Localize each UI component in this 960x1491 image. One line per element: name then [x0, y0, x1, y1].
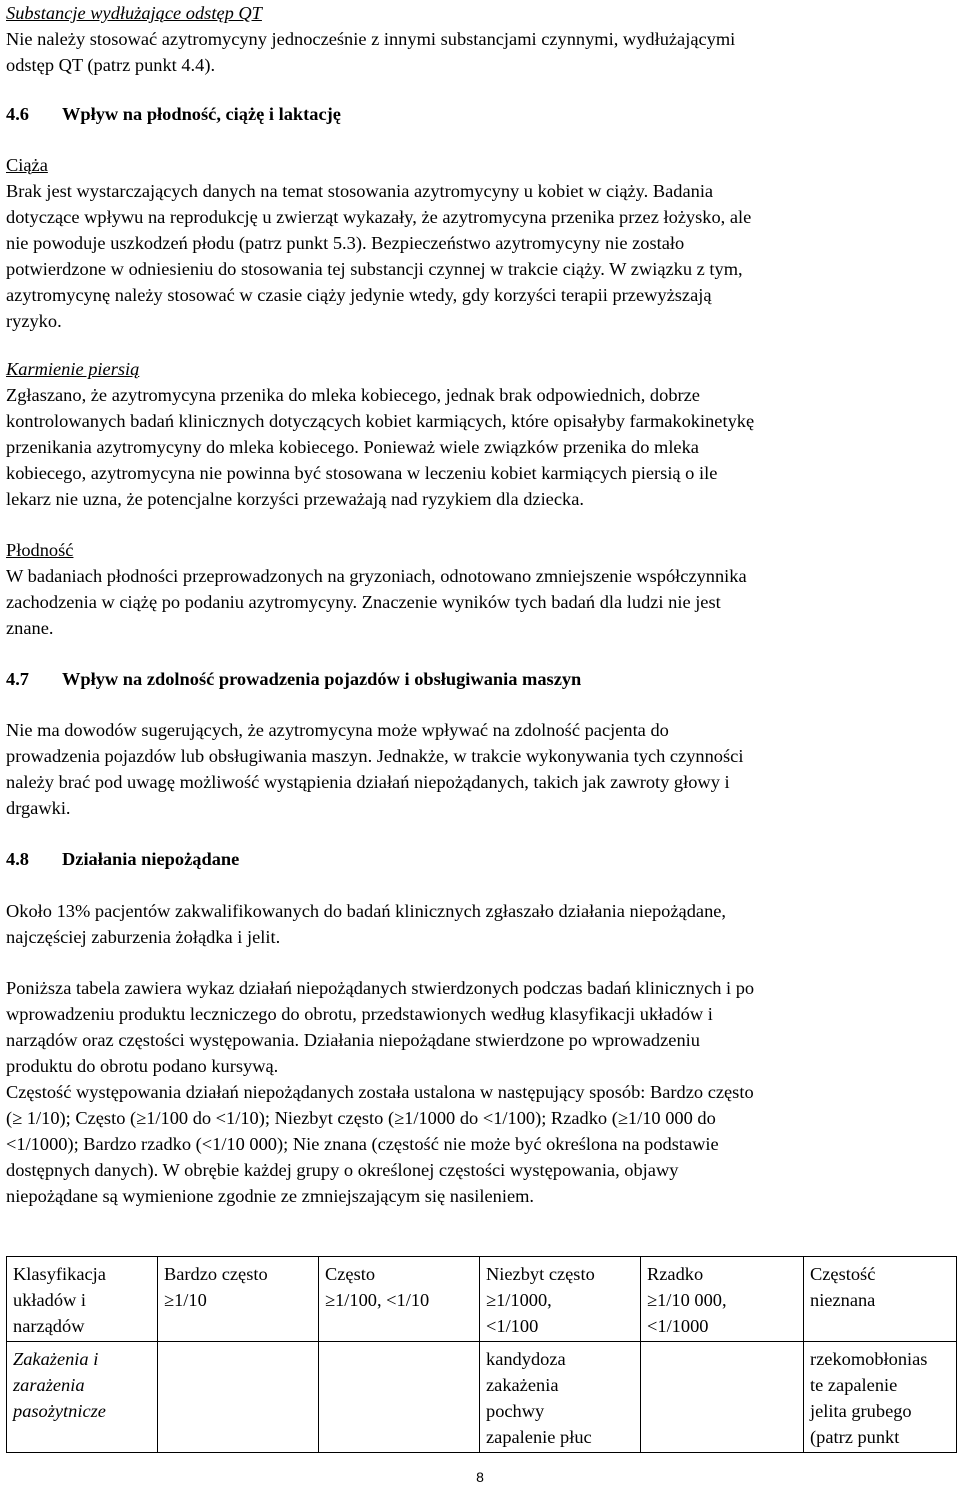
section-4-6-heading — [6, 101, 926, 127]
section-4-8-line: Częstość występowania działań niepożądanych została ustalona w następujący sposób: Bardzo często — [6, 1082, 754, 1102]
header-line: układów i — [13, 1290, 87, 1310]
cell-line: pochwy — [486, 1401, 545, 1421]
section-4-7-line: drgawki. — [6, 798, 71, 818]
header-line: <1/1000 — [647, 1316, 709, 1336]
cell-line: (patrz punkt — [810, 1427, 900, 1447]
section-title: Wpływ na zdolność prowadzenia pojazdów i obsługiwania maszyn — [62, 669, 582, 689]
page-number: 8 — [476, 1469, 484, 1485]
breastfeeding-section — [6, 356, 926, 512]
section-4-7-line: należy brać pod uwagę możliwość wystąpienia działań niepożądanych, takich jak zawroty głowy i — [6, 772, 730, 792]
header-cell-unknown — [804, 1257, 957, 1342]
section-4-8-line: niepożądane są wymienione zgodnie ze zmniejszającym się nasileniem. — [6, 1186, 535, 1206]
fertility-section — [6, 537, 926, 641]
header-line: Bardzo często — [164, 1264, 268, 1284]
header-line: ≥1/1000, — [486, 1290, 552, 1310]
header-line: Często — [325, 1264, 376, 1284]
section-4-8-para1 — [6, 898, 926, 950]
breastfeeding-line: kobiecego, azytromycyna nie powinna być stosowana w leczeniu kobiet karmiących piersią o ile — [6, 463, 718, 483]
breastfeeding-line: przenikania azytromycyny do mleka kobiecego. Ponieważ wiele związków przenika do mleka — [6, 437, 699, 457]
breastfeeding-line: kontrolowanych badań klinicznych dotyczących kobiet karmiących, które opisałyby farmakokinetykę — [6, 411, 755, 431]
section-4-8-para2 — [6, 975, 926, 1079]
cell-line: zakażenia — [486, 1375, 559, 1395]
section-4-7-heading — [6, 666, 926, 692]
pregnancy-line: ryzyko. — [6, 311, 62, 331]
header-line: narządów — [13, 1316, 85, 1336]
section-number: 4.6 — [6, 104, 29, 124]
pregnancy-section — [6, 152, 926, 334]
section-4-8-heading — [6, 846, 926, 872]
cell-very-common — [158, 1342, 319, 1453]
section-4-7-line: prowadzenia pojazdów lub obsługiwania maszyn. Jednakże, w trakcie wykonywania tych czynności — [6, 746, 744, 766]
header-line: ≥1/100, <1/10 — [325, 1290, 430, 1310]
section-number: 4.7 — [6, 669, 29, 689]
pregnancy-line: nie powoduje uszkodzeń płodu (patrz punkt 5.3). Bezpieczeństwo azytromycyny nie zostało — [6, 233, 685, 253]
section-4-8-line: produktu do obrotu podano kursywą. — [6, 1056, 279, 1076]
header-line: ≥1/10 000, — [647, 1290, 727, 1310]
header-line: <1/100 — [486, 1316, 539, 1336]
section-number: 4.8 — [6, 849, 29, 869]
section-title: Wpływ na płodność, ciążę i laktację — [62, 104, 341, 124]
section-4-8-line: <1/1000); Bardzo rzadko (<1/10 000); Nie znana (częstość nie może być określona na podstawie — [6, 1134, 719, 1154]
breastfeeding-heading: Karmienie piersią — [6, 359, 140, 379]
cell-line: pasożytnicze — [13, 1401, 106, 1421]
cell-line: te zapalenie — [810, 1375, 898, 1395]
header-line: Klasyfikacja — [13, 1264, 106, 1284]
qt-line: Nie należy stosować azytromycyny jednocześnie z innymi substancjami czynnymi, wydłużającymi — [6, 29, 736, 49]
table-header-row — [7, 1257, 957, 1342]
header-cell-very-common — [158, 1257, 319, 1342]
cell-line: kandydoza — [486, 1349, 566, 1369]
cell-unknown — [804, 1342, 957, 1453]
table-row — [7, 1342, 957, 1453]
pregnancy-line: azytromycynę należy stosować w czasie ciąży jedynie wtedy, gdy korzyści terapii przewyższają — [6, 285, 712, 305]
fertility-line: znane. — [6, 618, 54, 638]
section-4-8-line: Około 13% pacjentów zakwalifikowanych do badań klinicznych zgłaszało działania niepożądane, — [6, 901, 727, 921]
section-4-8-line: narządów oraz częstości występowania. Działania niepożądane stwierdzone po wprowadzeniu — [6, 1030, 700, 1050]
section-4-8-line: wprowadzeniu produktu leczniczego do obrotu, przedstawionych według klasyfikacji układów i — [6, 1004, 713, 1024]
cell-common — [319, 1342, 480, 1453]
header-cell-uncommon — [480, 1257, 641, 1342]
cell-classification — [7, 1342, 158, 1453]
pregnancy-line: dotyczące wpływu na reprodukcję u zwierząt wykazały, że azytromycyna przenika przez łożysko, ale — [6, 207, 752, 227]
header-line: ≥1/10 — [164, 1290, 207, 1310]
cell-rare — [641, 1342, 804, 1453]
header-line: Częstość — [810, 1264, 876, 1284]
section-4-7-body — [6, 717, 926, 821]
section-4-8-line: (≥ 1/10); Często (≥1/100 do <1/10); Niezbyt często (≥1/1000 do <1/100); Rzadko (≥1/10 000 do — [6, 1108, 716, 1128]
cell-line: rzekomobłonias — [810, 1349, 928, 1369]
header-cell-classification — [7, 1257, 158, 1342]
fertility-line: W badaniach płodności przeprowadzonych na gryzoniach, odnotowano zmniejszenie współczynnika — [6, 566, 747, 586]
pregnancy-line: Brak jest wystarczających danych na temat stosowania azytromycyny u kobiet w ciąży. Badania — [6, 181, 714, 201]
qt-section — [6, 0, 926, 78]
cell-uncommon — [480, 1342, 641, 1453]
header-line: Niezbyt często — [486, 1264, 595, 1284]
section-4-8-line: Poniższa tabela zawiera wykaz działań niepożądanych stwierdzonych podczas badań klinicznych i po — [6, 978, 755, 998]
cell-line: zarażenia — [13, 1375, 85, 1395]
section-title: Działania niepożądane — [62, 849, 240, 869]
adverse-reactions-table — [6, 1256, 957, 1453]
header-line: Rzadko — [647, 1264, 704, 1284]
fertility-heading: Płodność — [6, 540, 74, 560]
pregnancy-line: potwierdzone w odniesieniu do stosowania tej substancji czynnej w trakcie ciąży. W związku z tym, — [6, 259, 743, 279]
header-cell-rare — [641, 1257, 804, 1342]
section-4-7-line: Nie ma dowodów sugerujących, że azytromycyna może wpływać na zdolność pacjenta do — [6, 720, 669, 740]
fertility-line: zachodzenia w ciążę po podaniu azytromycyny. Znaczenie wyników tych badań dla ludzi nie jest — [6, 592, 721, 612]
section-4-8-line: dostępnych danych). W obrębie każdej grupy o określonej częstości występowania, objawy — [6, 1160, 679, 1180]
pregnancy-heading: Ciąża — [6, 155, 48, 175]
cell-line: Zakażenia i — [13, 1349, 99, 1369]
breastfeeding-line: lekarz nie uzna, że potencjalne korzyści przeważają nad ryzykiem dla dziecka. — [6, 489, 584, 509]
cell-line: zapalenie płuc — [486, 1427, 592, 1447]
cell-line: jelita grubego — [810, 1401, 912, 1421]
qt-line: odstęp QT (patrz punkt 4.4). — [6, 55, 216, 75]
header-cell-common — [319, 1257, 480, 1342]
header-line: nieznana — [810, 1290, 876, 1310]
section-4-8-line: najczęściej zaburzenia żołądka i jelit. — [6, 927, 281, 947]
qt-heading: Substancje wydłużające odstęp QT — [6, 3, 262, 23]
breastfeeding-line: Zgłaszano, że azytromycyna przenika do mleka kobiecego, jednak brak odpowiednich, dobrze — [6, 385, 700, 405]
section-4-8-para3 — [6, 1079, 926, 1209]
